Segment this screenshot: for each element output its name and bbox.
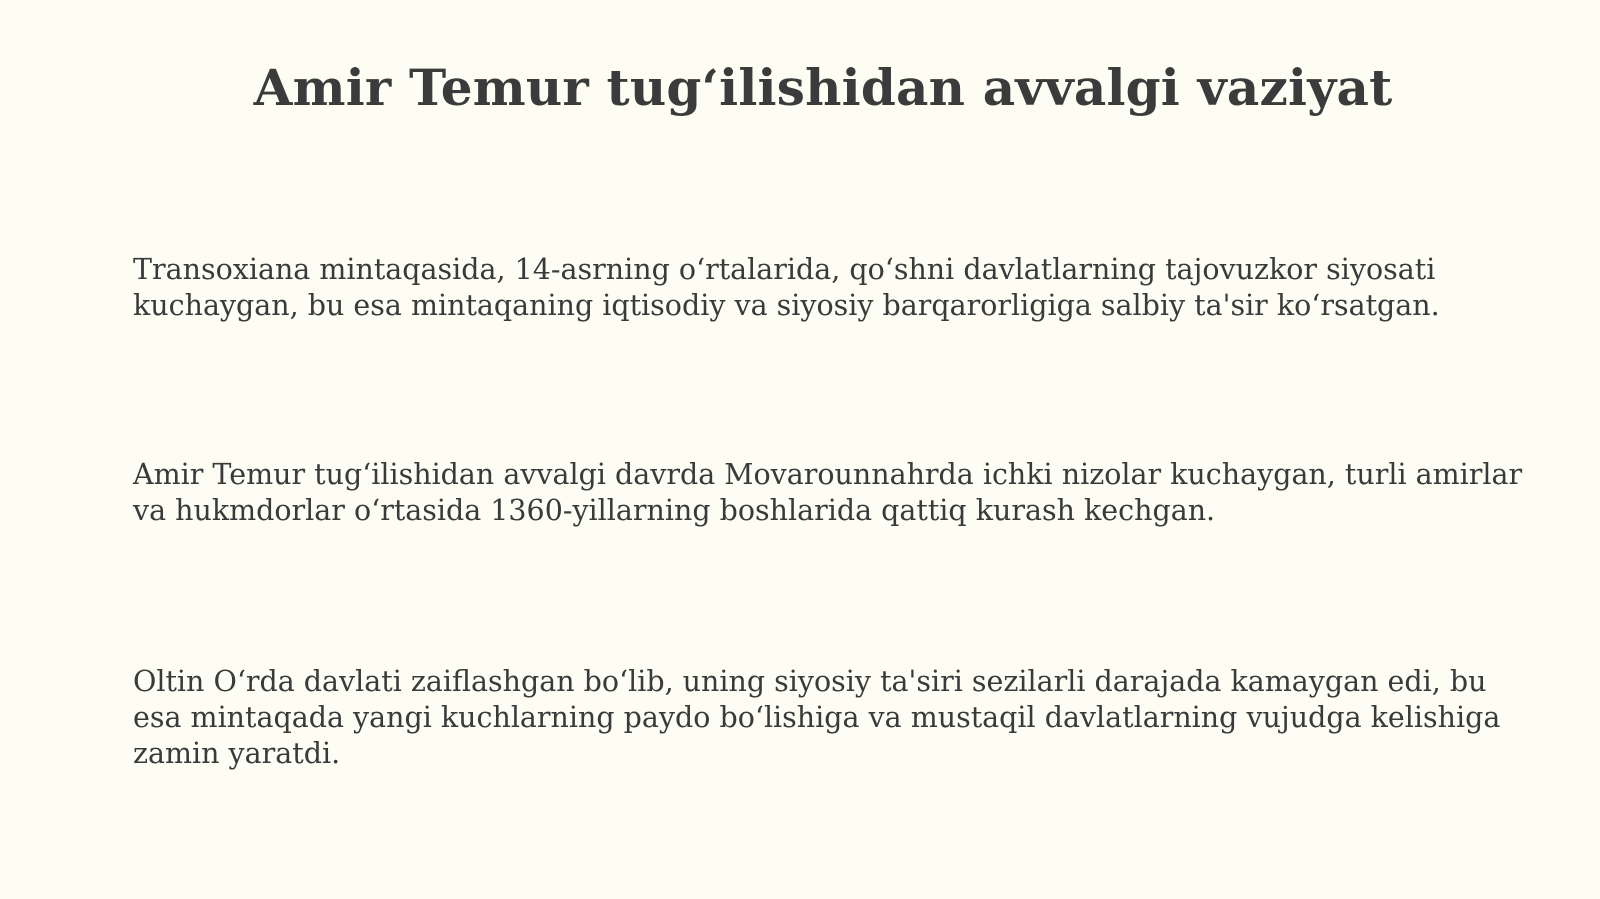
paragraph-2: Amir Temur tug‘ilishidan avvalgi davrda Movarounnahrda ichki nizolar kuchaygan, turli amirlar va hukmdorlar o‘rtasida 1360-yillarning boshlarida qattiq kurash kechgan. xyxy=(133,458,1523,527)
slide-title: Amir Temur tug‘ilishidan avvalgi vaziyat xyxy=(253,58,1393,117)
paragraph-1: Transoxiana mintaqasida, 14-asrning o‘rtalarida, qo‘shni davlatlarning tajovuzkor siyosati kuchaygan, bu esa mintaqaning iqtisodiy va siyosiy barqarorligiga salbiy ta'sir ko‘rsatgan. xyxy=(133,253,1440,322)
paragraph-3: Oltin O‘rda davlati zaiflashgan bo‘lib, uning siyosiy ta'siri sezilarli darajada kamaygan edi, bu esa mintaqada yangi kuchlarning paydo bo‘lishiga va mustaqil davlatlarning vujudga kelishiga zamin yaratdi. xyxy=(133,665,1501,770)
